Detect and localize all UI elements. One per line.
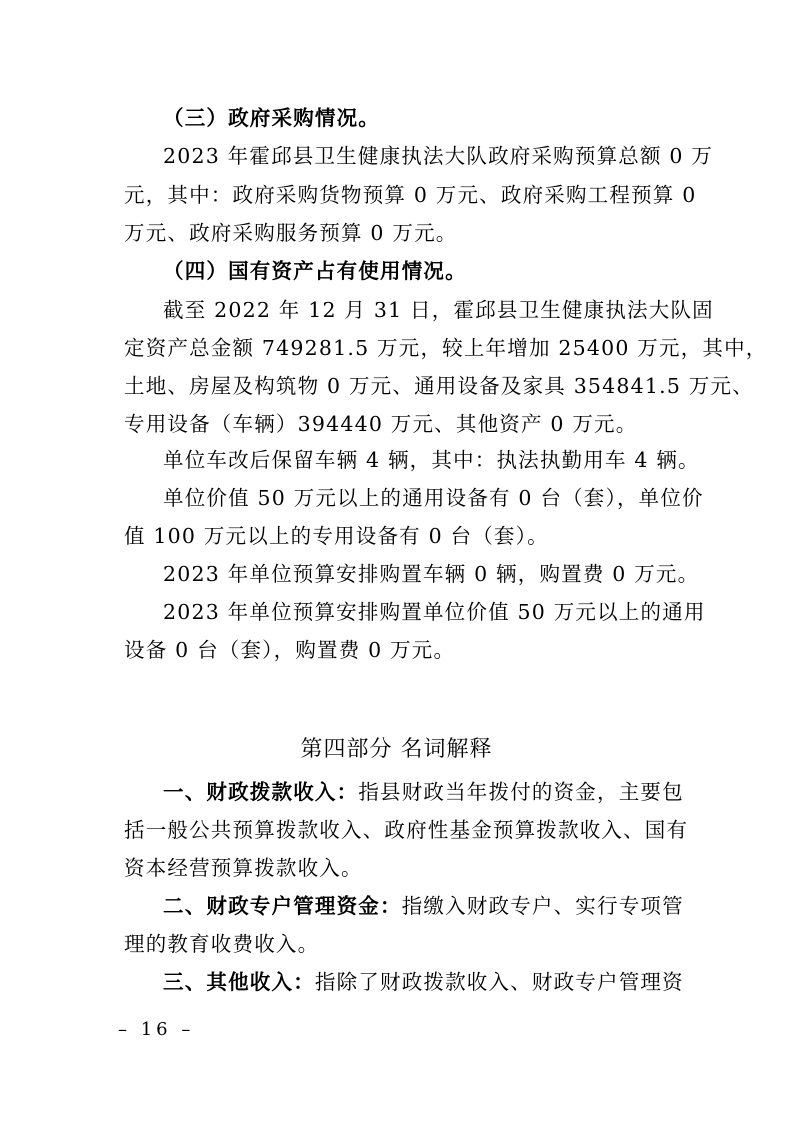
procurement-line-1: 2023 年霍邱县卫生健康执法大队政府采购预算总额 0 万 <box>163 144 714 168</box>
glossary-item-3 <box>0 962 793 1002</box>
glossary-item-3-term: 三、其他收入： <box>163 970 315 994</box>
assets-line-1: 截至 2022 年 12 月 31 日，霍邱县卫生健康执法大队固 <box>163 298 714 322</box>
glossary-item-1-line-3: 资本经营预算拨款收入。 <box>124 856 363 880</box>
assets-line-4: 专用设备（车辆）394440 万元、其他资产 0 万元。 <box>124 412 638 436</box>
procurement-line-3: 万元、政府采购服务预算 0 万元。 <box>124 221 458 245</box>
glossary-item-3-text: 指除了财政拨款收入、财政专户管理资 <box>314 970 684 994</box>
procurement-heading: （三）政府采购情况。 <box>163 106 380 130</box>
assets-heading: （四）国有资产占有使用情况。 <box>163 259 467 283</box>
glossary-item-2-line-2: 理的教育收费收入。 <box>124 932 320 956</box>
purchase-equipment-line-1: 2023 年单位预算安排购置单位价值 50 万元以上的通用 <box>163 600 706 624</box>
glossary-item-2-text: 指缴入财政专户、实行专项管 <box>401 894 684 918</box>
glossary-item-1-line-2: 括一般公共预算拨款收入、政府性基金预算拨款收入、国有 <box>124 818 689 842</box>
procurement-line-2: 元，其中：政府采购货物预算 0 万元、政府采购工程预算 0 <box>124 183 697 207</box>
glossary-item-1-text: 指县财政当年拨付的资金，主要包 <box>358 780 684 804</box>
page-number: – 16 – <box>118 1019 195 1040</box>
glossary-item-2 <box>0 886 793 926</box>
glossary-item-1-term: 一、财政拨款收入： <box>163 780 359 804</box>
equipment-line-2: 值 100 万元以上的专用设备有 0 台（套）。 <box>124 524 549 548</box>
purchase-vehicles-line: 2023 年单位预算安排购置车辆 0 辆，购置费 0 万元。 <box>163 562 700 586</box>
assets-line-2: 定资产总金额 749281.5 万元，较上年增加 25400 万元，其中， <box>124 336 768 360</box>
glossary-item-1 <box>0 772 793 812</box>
vehicles-line: 单位车改后保留车辆 4 辆，其中：执法执勤用车 4 辆。 <box>163 448 700 472</box>
assets-line-3: 土地、房屋及构筑物 0 万元、通用设备及家具 354841.5 万元、 <box>124 374 754 398</box>
equipment-line-1: 单位价值 50 万元以上的通用设备有 0 台（套），单位价 <box>163 486 704 510</box>
section-title: 第四部分 名词解释 <box>300 737 493 762</box>
purchase-equipment-line-2: 设备 0 台（套），购置费 0 万元。 <box>124 638 456 662</box>
glossary-item-2-term: 二、财政专户管理资金： <box>163 894 402 918</box>
